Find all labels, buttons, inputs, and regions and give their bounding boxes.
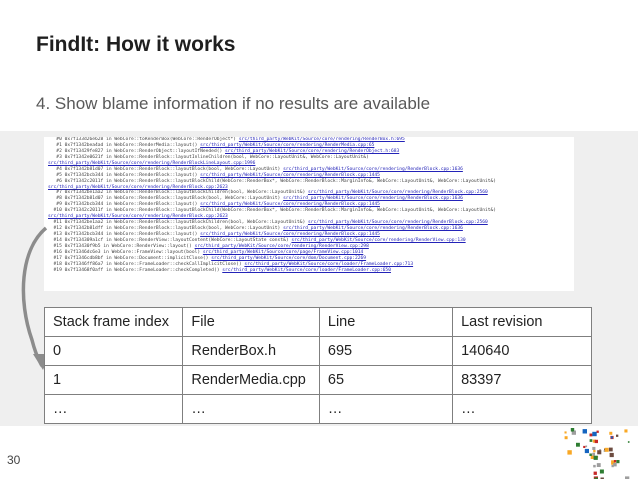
blame-table	[44, 307, 592, 424]
stack-trace-line: #5 0x7f1342bcb344 in WebCore::RenderBlock::layout() src/third_party/WebKit/Source/core/rendering/RenderBlock.cpp:1445	[48, 172, 380, 178]
source-link[interactable]: src/third_party/WebKit/Source/core/rendering/RenderBlock.cpp:2560	[307, 220, 488, 226]
decorative-dot	[565, 436, 568, 439]
decorative-dot	[592, 453, 595, 456]
source-link[interactable]: src/third_party/WebKit/Source/core/rendering/RenderBlock.cpp:2560	[307, 190, 488, 196]
decorative-dot	[613, 463, 617, 467]
decorative-dot	[616, 435, 618, 437]
decorative-dot	[616, 460, 619, 463]
decorative-dot	[567, 450, 571, 454]
decorative-dot	[592, 432, 596, 436]
source-link[interactable]: src/third_party/WebKit/Source/core/loader/FrameLoader.cpp:713	[244, 261, 414, 267]
decorative-dot	[628, 441, 630, 443]
stack-trace-line: #11 0x7f1342be1aa2 in WebCore::RenderBlock::layoutBlockChildren(bool, WebCore::LayoutUnit&) src/third_party/WebKit/Source/core/rendering/RenderBlock.cpp:2560	[48, 220, 488, 226]
header-line: Line	[319, 308, 452, 337]
source-link[interactable]: src/third_party/WebKit/Source/core/rendering/RenderBlock.cpp:1636	[283, 226, 463, 232]
decorative-dot	[609, 448, 613, 452]
cell-revision: 83397	[453, 366, 592, 395]
decorative-dot	[611, 436, 613, 438]
decorative-dot	[583, 446, 585, 448]
cell-file: …	[183, 395, 319, 424]
cell-line: …	[319, 395, 452, 424]
cell-file: RenderBox.h	[183, 337, 319, 366]
source-link[interactable]: src/third_party/WebKit/Source/core/rendering/RenderView.cpp:130	[291, 237, 466, 243]
decorative-dot	[589, 454, 592, 457]
decorative-dot	[583, 429, 587, 433]
stack-trace-line: #18 0x7f1346ff86a7 in WebCore::FrameLoader::checkCallImplicitClose() src/third_party/WebKit/Source/core/loader/FrameLoader.cpp:713	[48, 261, 414, 267]
stack-trace-line: #16 0x7f1346dc6e3 in WebCore::FrameView::layout(bool) src/third_party/WebKit/Source/core/page/FrameView.cpp:1014	[48, 249, 364, 255]
source-link[interactable]: src/third_party/WebKit/Source/core/rendering/RenderObject.h:683	[225, 148, 400, 154]
stack-trace-line: #2 0x7f13429fe827 in WebCore::RenderObject::layoutIfNeeded() src/third_party/WebKit/Source/core/rendering/RenderObject.h:683	[48, 148, 400, 154]
decorative-dot	[593, 465, 596, 468]
decorative-dot	[605, 448, 609, 452]
stack-trace-line: #10 0x7f1342c2011f in WebCore::RenderBlock::layoutBlockChild(WebCore::RenderBox*, WebCore::RenderBlock::MarginInfo&, WebCore::LayoutUnit&, WebCore::LayoutUnit&)	[48, 208, 497, 214]
cell-index: 1	[45, 366, 183, 395]
decorative-dot	[609, 432, 612, 435]
cell-line: 65	[319, 366, 452, 395]
stack-trace-line: #12 0x7f1342b81dff in WebCore::RenderBlock::layoutBlock(bool, WebCore::LayoutUnit) src/third_party/WebKit/Source/core/rendering/RenderBlock.cpp:1636	[48, 226, 463, 232]
stack-trace-line: #13 0x7f1342bcb344 in WebCore::RenderBlock::layout() src/third_party/WebKit/Source/core/rendering/RenderBlock.cpp:1445	[48, 232, 380, 237]
stack-trace-line: #1 0x7f1342bea4ad in WebCore::RenderMedia::layout() src/third_party/WebKit/Source/core/rendering/RenderMedia.cpp:65	[48, 142, 375, 148]
stack-trace-line: #4 0x7f1342b81d07 in WebCore::RenderBlock::layoutBlock(bool, WebCore::LayoutUnit) src/third_party/WebKit/Source/core/rendering/RenderBlock.cpp:1636	[48, 166, 463, 172]
source-link[interactable]: src/third_party/WebKit/Source/core/dom/Document.cpp:2269	[211, 255, 367, 261]
stack-trace-line: #9 0x7f1342bcb344 in WebCore::RenderBlock::layout() src/third_party/WebKit/Source/core/rendering/RenderBlock.cpp:1445	[48, 202, 380, 208]
cell-line: 695	[319, 337, 452, 366]
stack-trace-line: #7 0x7f1342be1aa2 in WebCore::RenderBlock::layoutBlockChildren(bool, WebCore::LayoutUnit&) src/third_party/WebKit/Source/core/rendering/RenderBlock.cpp:2560	[48, 190, 488, 196]
cell-index: 0	[45, 337, 183, 366]
stack-trace-line: #6 0x7f1342c2011f in WebCore::RenderBlock::layoutBlockChild(WebCore::RenderBox*, WebCore::RenderBlock::MarginInfo&, WebCore::LayoutUnit&, WebCore::LayoutUnit&)	[48, 178, 497, 184]
source-link[interactable]: src/third_party/WebKit/Source/core/page/FrameView.cpp:1014	[202, 249, 364, 255]
decorative-dot	[576, 443, 580, 447]
source-link[interactable]: src/third_party/WebKit/Source/core/rendering/RenderBox.h:695	[238, 137, 405, 142]
table-row	[45, 395, 592, 424]
source-link[interactable]: src/third_party/WebKit/Source/core/rendering/RenderBlockLineLayout.cpp:1996	[48, 160, 256, 166]
stack-trace-line: #14 0x7f134309a1cf in WebCore::RenderView::layoutContent(WebCore::LayoutState const&) src/third_party/WebKit/Source/core/rendering/RenderView.cpp:130	[48, 237, 466, 243]
stack-trace-screenshot	[44, 137, 574, 291]
source-link[interactable]: src/third_party/WebKit/Source/core/loader/FrameLoader.cpp:650	[222, 267, 391, 273]
decorative-dots	[548, 424, 638, 479]
stack-trace-line: #15 0x7f13430f9b5 in WebCore::RenderView::layout() src/third_party/WebKit/Source/core/rendering/RenderView.cpp:298	[48, 243, 369, 249]
slide-title: FindIt: How it works	[36, 33, 236, 56]
decorative-dot	[593, 450, 595, 452]
decorative-dot	[585, 449, 589, 453]
source-link[interactable]: src/third_party/WebKit/Source/core/rendering/RenderBlock.cpp:2623	[48, 214, 228, 220]
decorative-dot	[594, 472, 597, 475]
table-header-row	[45, 308, 592, 337]
header-stack-frame-index: Stack frame index	[45, 308, 183, 337]
table-row	[45, 337, 592, 366]
stack-trace-line: #8 0x7f1342b81d07 in WebCore::RenderBlock::layoutBlock(bool, WebCore::LayoutUnit) src/third_party/WebKit/Source/core/rendering/RenderBlock.cpp:1636	[48, 196, 463, 202]
decorative-dot	[571, 428, 574, 431]
header-last-revision: Last revision	[453, 308, 592, 337]
stack-trace-line: #17 0x7f1346cdb8bf in WebCore::Document::implicitClose() src/third_party/WebKit/Source/core/dom/Document.cpp:2269	[48, 255, 367, 261]
stack-trace-line: #0 0x7f133d26e628 in WebCore::toRenderBox(WebCore::RenderObject*) src/third_party/WebKit/Source/core/rendering/RenderBox.h:695	[48, 137, 405, 142]
decorative-dot	[590, 439, 593, 442]
cell-revision: …	[453, 395, 592, 424]
source-link[interactable]: src/third_party/WebKit/Source/core/rendering/RenderBlock.cpp:1445	[200, 202, 380, 208]
decorative-dot	[597, 431, 599, 433]
slide-subtitle: 4. Show blame information if no results are available	[36, 94, 431, 113]
decorative-dot	[590, 434, 593, 437]
header-file: File	[183, 308, 319, 337]
cell-revision: 140640	[453, 337, 592, 366]
source-link[interactable]: src/third_party/WebKit/Source/core/rendering/RenderBlock.cpp:2623	[48, 184, 228, 190]
decorative-dot	[624, 429, 627, 432]
stack-trace-line: #3 0x7f1342e0621f in WebCore::RenderBlock::layoutInlineChildren(bool, WebCore::LayoutUnit&, WebCore::LayoutUnit&)	[48, 154, 369, 160]
table-row	[45, 366, 592, 395]
source-link[interactable]: src/third_party/WebKit/Source/core/rendering/RenderBlock.cpp:1636	[283, 196, 463, 202]
decorative-dot	[592, 447, 595, 450]
source-link[interactable]: src/third_party/WebKit/Source/core/rendering/RenderMedia.cpp:65	[200, 142, 375, 148]
decorative-dot	[595, 440, 598, 443]
source-link[interactable]: src/third_party/WebKit/Source/core/rendering/RenderBlock.cpp:1445	[200, 172, 380, 178]
decorative-dot	[585, 446, 587, 448]
source-link[interactable]: src/third_party/WebKit/Source/core/rendering/RenderView.cpp:298	[194, 243, 369, 249]
cell-file: RenderMedia.cpp	[183, 366, 319, 395]
decorative-dot	[600, 470, 604, 474]
cell-index: …	[45, 395, 183, 424]
decorative-dot	[597, 450, 601, 454]
stack-trace-line: #19 0x7f13468f0aff in WebCore::FrameLoader::checkCompleted() src/third_party/WebKit/Source/core/loader/FrameLoader.cpp:650	[48, 267, 391, 273]
decorative-dot	[565, 431, 567, 433]
source-link[interactable]: src/third_party/WebKit/Source/core/rendering/RenderBlock.cpp:1445	[200, 232, 380, 237]
decorative-dot	[614, 460, 616, 462]
decorative-dot	[594, 456, 598, 460]
page-number: 30	[7, 453, 21, 467]
decorative-dot	[597, 463, 601, 467]
decorative-dot	[610, 453, 614, 457]
source-link[interactable]: src/third_party/WebKit/Source/core/rendering/RenderBlock.cpp:1636	[283, 166, 463, 172]
